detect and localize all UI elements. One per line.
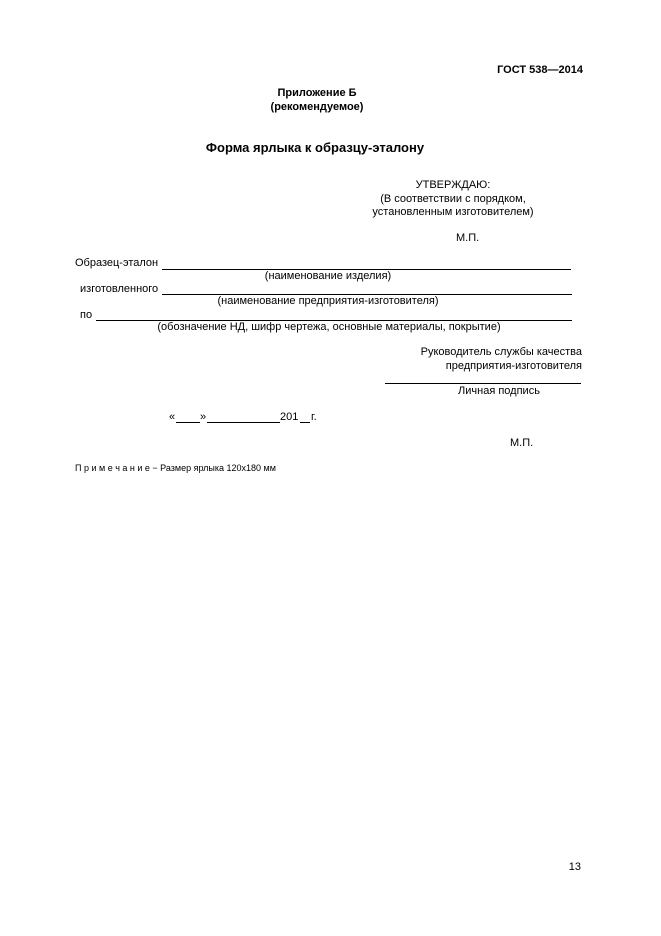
by-label: по <box>80 309 93 321</box>
manufactured-label: изготовленного <box>80 283 159 295</box>
approve-label: УТВЕРЖДАЮ: <box>415 179 491 191</box>
signature-line <box>385 383 581 384</box>
form-title: Форма ярлыка к образцу-эталону <box>205 140 425 155</box>
sample-hint: (наименование изделия) <box>264 270 392 282</box>
stamp-bottom: М.П. <box>510 437 534 449</box>
signature-role-line1: Руководитель службы качества <box>420 346 582 358</box>
date-year-suffix: г. <box>311 411 317 423</box>
date-year-line <box>300 422 310 423</box>
doc-code: ГОСТ 538—2014 <box>497 64 583 76</box>
date-open-quote: « <box>169 411 176 423</box>
approve-note-line2: установленным изготовителем) <box>372 206 534 218</box>
date-day-line <box>176 422 200 423</box>
appendix-title: Приложение Б <box>277 87 357 99</box>
sample-label: Образец-эталон <box>75 257 159 269</box>
date-year-prefix: 201 <box>280 411 299 423</box>
by-hint: (обозначение НД, шифр чертежа, основные материалы, покрытие) <box>157 321 501 333</box>
page-number: 13 <box>568 861 581 873</box>
date-month-line <box>207 422 280 423</box>
appendix-status: (рекомендуемое) <box>270 101 364 113</box>
signature-hint: Личная подпись <box>458 385 540 397</box>
manufactured-hint: (наименование предприятия-изготовителя) <box>217 295 439 307</box>
signature-role-line2: предприятия-изготовителя <box>445 360 582 372</box>
date-close-quote: » <box>200 411 207 423</box>
approve-note-line1: (В соответствии с порядком, <box>380 193 526 205</box>
note: П р и м е ч а н и е − Размер ярлыка 120х180 мм <box>75 463 276 473</box>
stamp-top: М.П. <box>456 232 480 244</box>
